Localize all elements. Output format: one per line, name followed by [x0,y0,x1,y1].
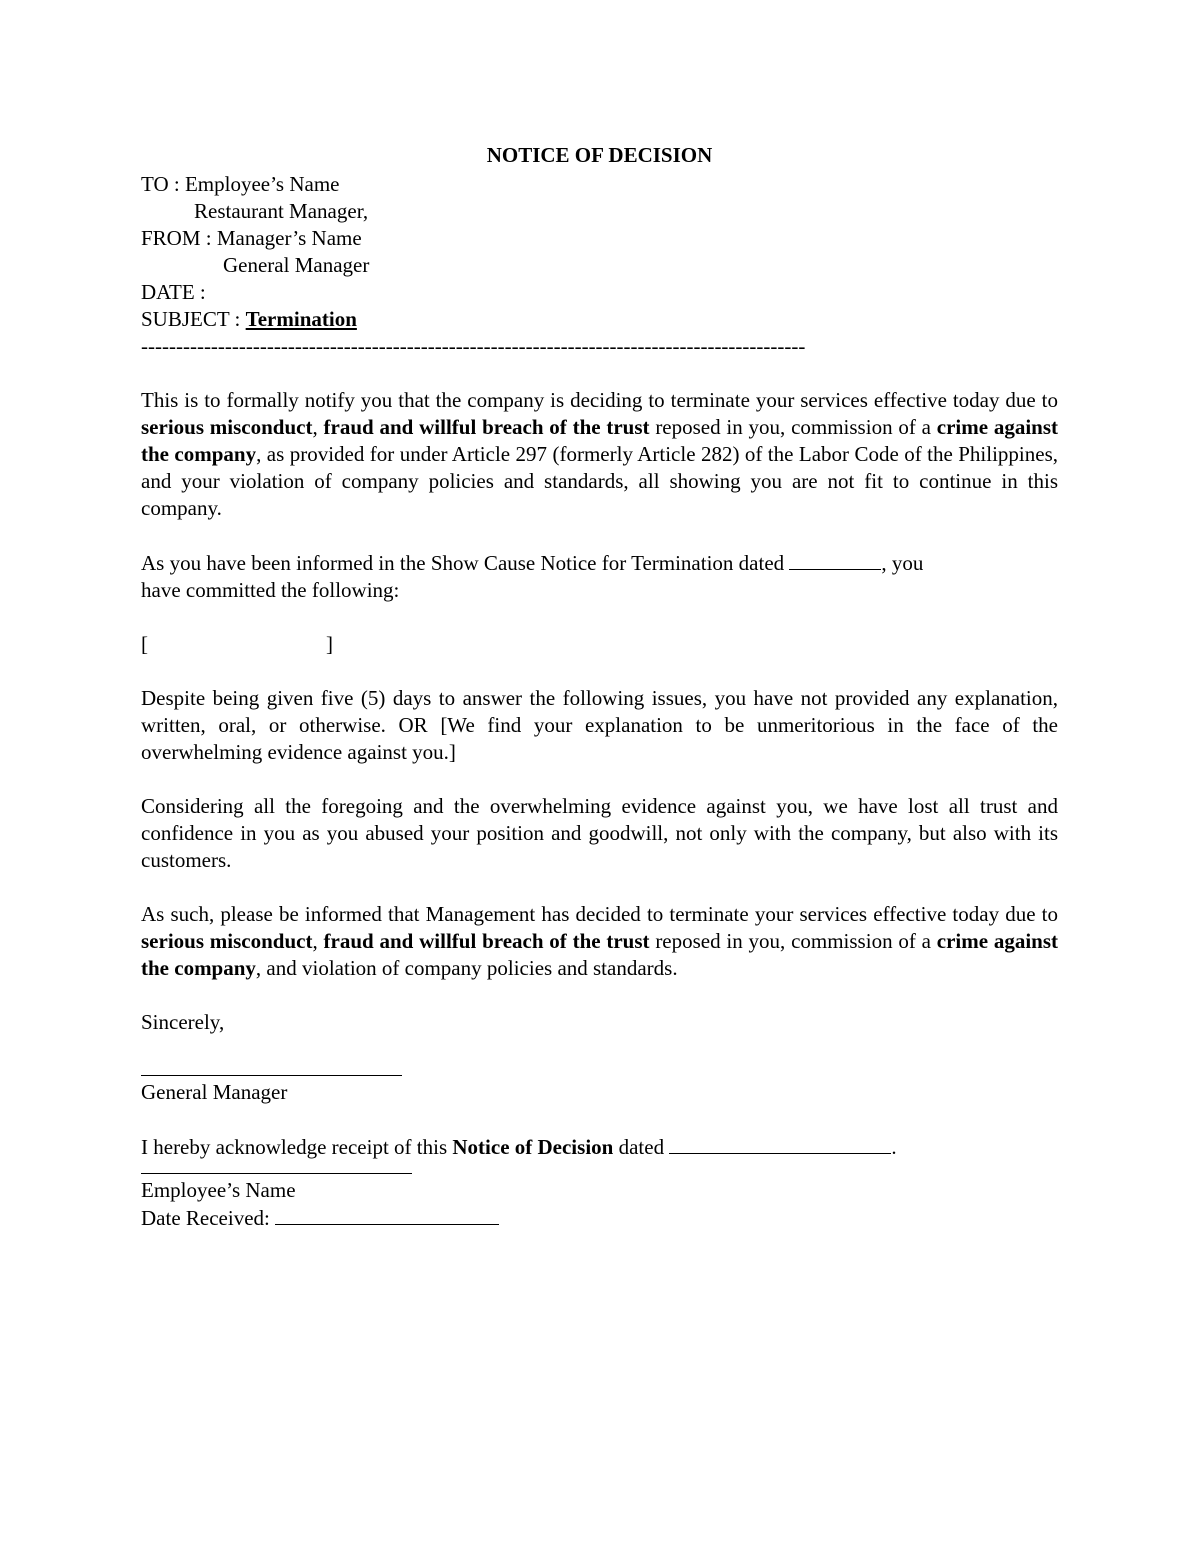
from-label: FROM : [141,226,212,250]
header-divider: ----------------------------------------------------------------------------------------------- [141,334,806,358]
signature-title: General Manager [141,1080,288,1104]
paragraph-show-cause: As you have been informed in the Show Cause Notice for Termination dated , you [141,551,924,575]
violations-placeholder[interactable]: [ ] [141,632,333,656]
to-label: TO : [141,172,180,196]
paragraph-notification: This is to formally notify you that the company is deciding to terminate your services effective today due to serious misconduct, fraud and willful breach of the trust reposed in you, commission of a crime against the company, as provided for under Article 297 (formerly Article 282) of the Labor Code of the Philippines, and your violation of company policies and standards, all showing you are not fit to continue in this company. [141,388,1059,520]
to-name: Employee’s Name [184,172,340,196]
date-received-blank[interactable] [275,1204,499,1225]
employee-name: Employee’s Name [141,1178,296,1202]
acknowledge-line: I hereby acknowledge receipt of this Notice of Decision dated . [141,1135,897,1159]
from-position: General Manager [223,253,370,277]
show-cause-date-blank[interactable] [789,549,881,570]
acknowledge-date-blank[interactable] [669,1133,891,1154]
subject-value: Termination [245,307,357,331]
paragraph-show-cause-cont: have committed the following: [141,578,400,602]
paragraph-explanation: Despite being given five (5) days to answer the following issues, you have not provided any explanation, written, oral, or otherwise. OR [We find your explanation to be unmeritorious in the face of the overwhelming evidence against you.] [141,686,1058,764]
document-title: NOTICE OF DECISION [486,143,713,167]
employee-signature-line[interactable] [141,1173,412,1174]
date-line: DATE : [141,280,206,304]
document-page [141,142,1058,1232]
manager-signature-line[interactable] [141,1075,402,1076]
date-received-line: Date Received: [141,1204,1058,1232]
subject-line [141,306,1058,333]
to-line [141,171,1058,198]
subject-label: SUBJECT : [141,307,241,331]
closing-sincerely: Sincerely, [141,1010,225,1034]
paragraph-trust: Considering all the foregoing and the overwhelming evidence against you, we have lost all trust and confidence in you as you abused your position and goodwill, not only with the company, but also with its customers. [141,794,1058,872]
from-line [141,225,1058,252]
to-position: Restaurant Manager, [194,199,369,223]
paragraph-decision: As such, please be informed that Management has decided to terminate your services effective today due to serious misconduct, fraud and willful breach of the trust reposed in you, commission of a crime against the company, and violation of company policies and standards. [141,902,1059,980]
from-name: Manager’s Name [216,226,362,250]
